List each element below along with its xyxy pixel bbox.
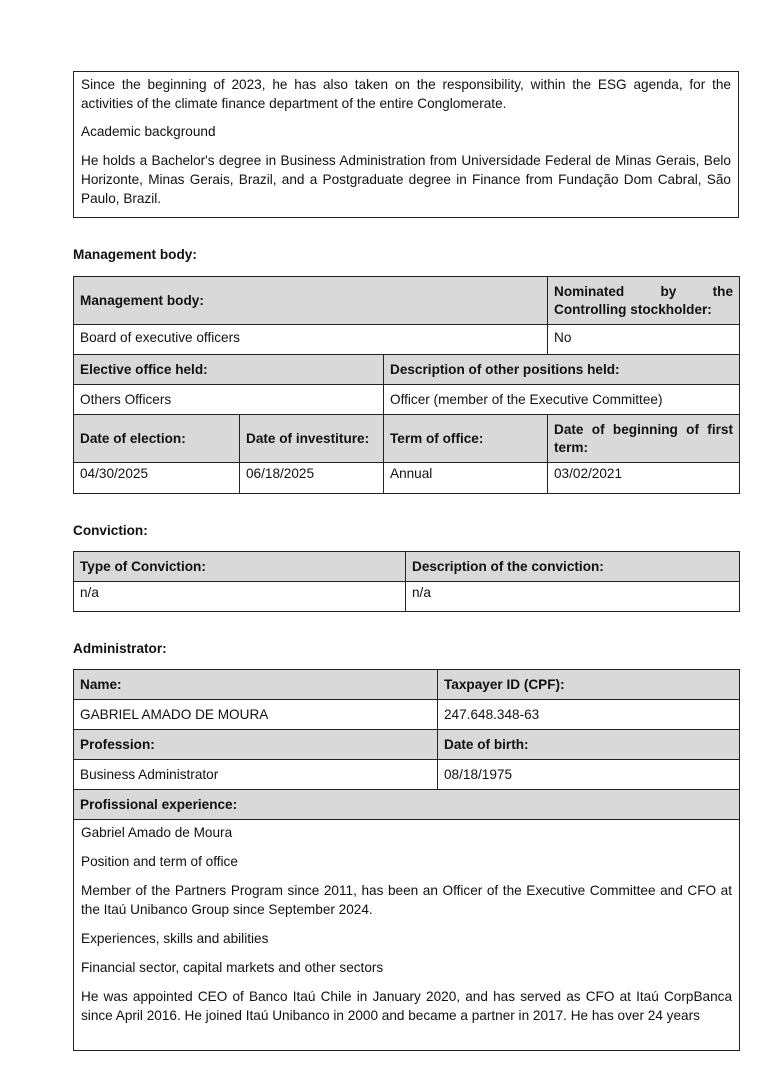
nominated-label — [548, 277, 740, 325]
first-term-label-line2: term: — [554, 439, 588, 455]
bio-continuation-box — [73, 71, 739, 218]
management-table-dates — [73, 414, 740, 494]
term-office-label: Term of office: — [384, 415, 548, 463]
first-term-value: 03/02/2021 — [548, 463, 740, 494]
date-election-value: 04/30/2025 — [74, 463, 240, 494]
other-positions-label: Description of other positions held: — [384, 355, 740, 385]
management-section-title: Management body: — [73, 247, 197, 262]
academic-background-text: He holds a Bachelor's degree in Business Administration from Universidade Federal de Minas Gerais, Belo Horizonte, Minas Gerais, Brazil, and a Postgraduate degree in Finance from Fundação Dom Cabral, São Paulo, Brazil. — [81, 153, 731, 206]
conviction-table — [73, 551, 740, 612]
experience-position-text: Member of the Partners Program since 2011, has been an Officer of the Executive Committee and CFO at the Itaú Unibanco Group since September 2024. — [81, 883, 732, 917]
academic-background-heading: Academic background — [81, 124, 216, 139]
experience-name: Gabriel Amado de Moura — [81, 825, 233, 840]
taxpayer-value: 247.648.348-63 — [438, 700, 740, 730]
name-value: GABRIEL AMADO DE MOURA — [74, 700, 438, 730]
taxpayer-label: Taxpayer ID (CPF): — [438, 670, 740, 700]
conviction-description-value: n/a — [406, 582, 740, 612]
date-investiture-value: 06/18/2025 — [240, 463, 384, 494]
management-body-value: Board of executive officers — [74, 325, 548, 355]
management-body-label: Management body: — [74, 277, 548, 325]
experience-skills-heading: Experiences, skills and abilities — [81, 931, 269, 946]
nominated-value: No — [548, 325, 740, 355]
experience-label: Profissional experience: — [74, 790, 740, 820]
administrator-table — [73, 669, 740, 1051]
management-table-top — [73, 276, 740, 355]
nominated-label-line1: Nominated by the — [554, 283, 733, 299]
experience-position-heading: Position and term of office — [81, 854, 238, 869]
conviction-section-title: Conviction: — [73, 523, 148, 538]
term-office-value: Annual — [384, 463, 548, 494]
date-election-label: Date of election: — [74, 415, 240, 463]
experience-career-text: He was appointed CEO of Banco Itaú Chile in January 2020, and has served as CFO at Itaú CorpBanca since April 2016. He joined Itaú Unibanco in 2000 and became a partner in 2017. He has over 24 years — [81, 989, 732, 1023]
experience-body — [74, 820, 740, 1051]
birth-date-value: 08/18/1975 — [438, 760, 740, 790]
elective-office-value: Others Officers — [74, 385, 384, 415]
first-term-label — [548, 415, 740, 463]
profession-label: Profession: — [74, 730, 438, 760]
conviction-type-label: Type of Conviction: — [74, 552, 406, 582]
conviction-type-value: n/a — [74, 582, 406, 612]
elective-office-label: Elective office held: — [74, 355, 384, 385]
birth-date-label: Date of birth: — [438, 730, 740, 760]
bio-paragraph-esg: Since the beginning of 2023, he has also taken on the responsibility, within the ESG agenda, for the activities of the climate finance department of the entire Conglomerate. — [81, 77, 731, 111]
first-term-label-line1: Date of beginning of first — [554, 421, 733, 437]
date-investiture-label: Date of investiture: — [240, 415, 384, 463]
other-positions-value: Officer (member of the Executive Committee) — [384, 385, 740, 415]
nominated-label-line2: Controlling stockholder: — [554, 301, 712, 317]
name-label: Name: — [74, 670, 438, 700]
management-table-office — [73, 354, 740, 415]
experience-sectors: Financial sector, capital markets and other sectors — [81, 960, 384, 975]
profession-value: Business Administrator — [74, 760, 438, 790]
administrator-section-title: Administrator: — [73, 641, 167, 656]
conviction-description-label: Description of the conviction: — [406, 552, 740, 582]
